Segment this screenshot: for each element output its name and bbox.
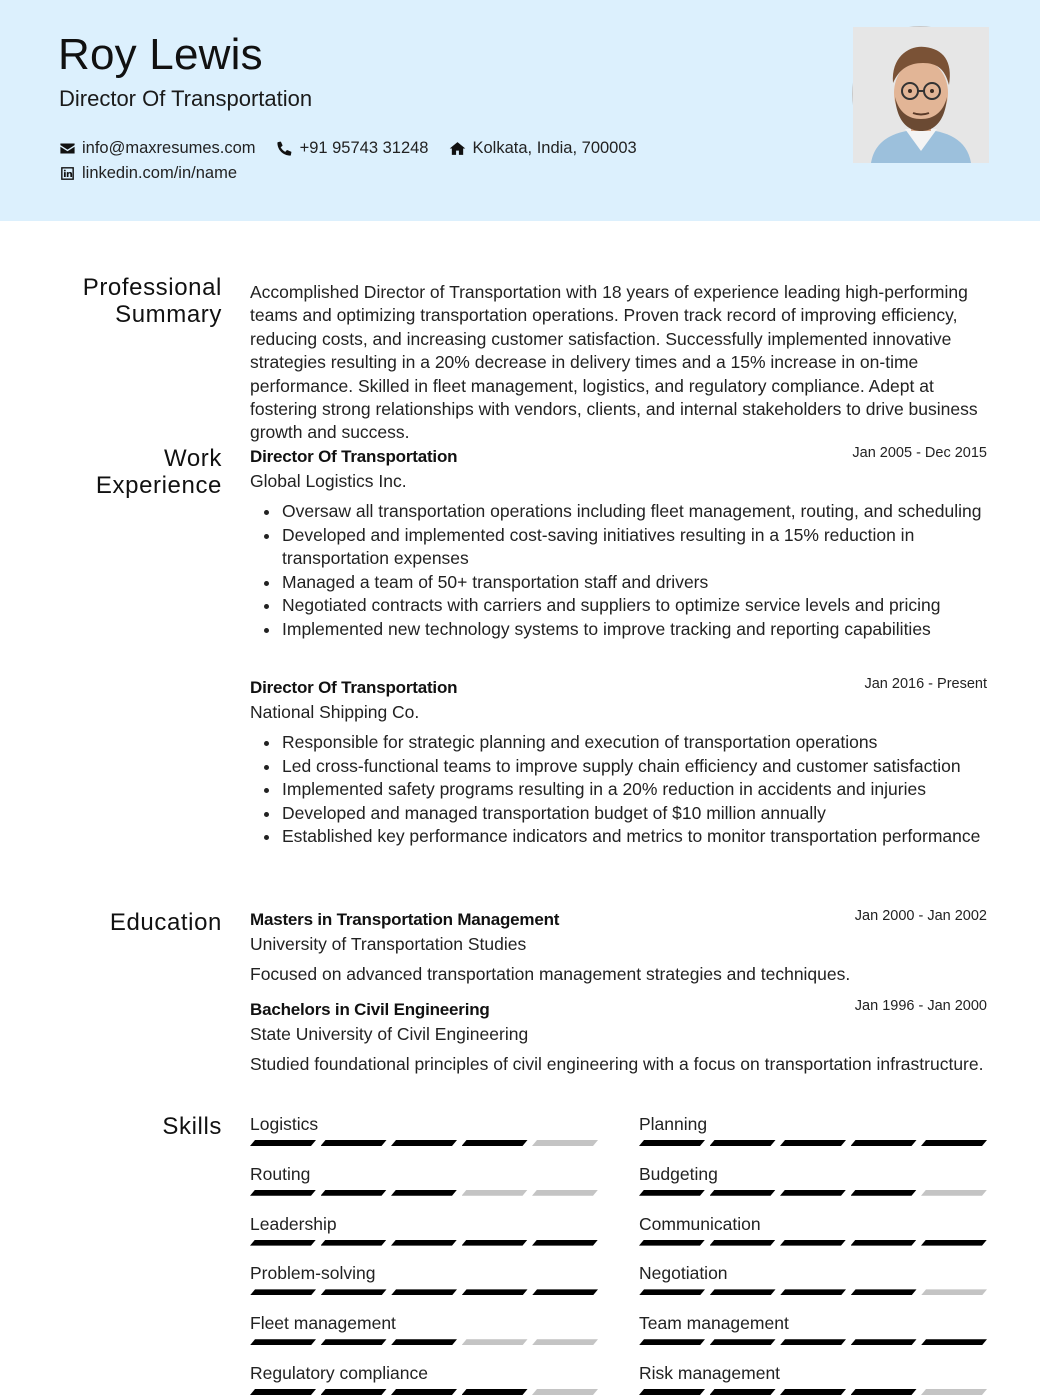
skill-level-bar (250, 1190, 598, 1196)
skill-item (639, 1262, 987, 1284)
skill-segment-filled (639, 1389, 705, 1395)
education-entry (250, 910, 987, 986)
contact-linkedin[interactable] (58, 164, 237, 183)
job-title: Director Of Transportation (250, 678, 458, 697)
skill-name: Risk management (639, 1363, 781, 1383)
education-dates: Jan 1996 - Jan 2000 (854, 998, 987, 1014)
degree-title: Masters in Transportation Management (250, 910, 560, 929)
skill-segment-empty (532, 1389, 598, 1395)
skill-segment-filled (780, 1289, 846, 1295)
list-item: Implemented safety programs resulting in a 20% reduction in accidents and injuries (250, 778, 987, 802)
skill-name: Negotiation (639, 1263, 728, 1284)
skill-item (639, 1362, 987, 1384)
experience-entry (250, 447, 987, 642)
skill-segment-filled (851, 1140, 917, 1146)
skill-segment-filled (921, 1140, 987, 1146)
skill-segment-filled (462, 1240, 528, 1246)
skill-segment-empty (532, 1140, 598, 1146)
school-name: State University of Civil Engineering (250, 1024, 529, 1044)
skill-level-bar (250, 1140, 598, 1146)
skill-segment-filled (780, 1190, 846, 1196)
section-title: Skills (162, 1113, 222, 1140)
skill-level-bar (639, 1389, 987, 1395)
skill-segment-filled (321, 1240, 387, 1246)
home-icon (449, 140, 467, 158)
job-dates: Jan 2005 - Dec 2015 (852, 445, 987, 461)
skill-item (250, 1213, 598, 1235)
skill-level-bar (250, 1289, 598, 1295)
contact-row (58, 164, 257, 183)
skill-item (639, 1312, 987, 1334)
skill-segment-filled (921, 1240, 987, 1246)
phone-text: +91 95743 31248 (299, 139, 429, 157)
skill-segment-filled (780, 1140, 846, 1146)
experience-entry (250, 678, 987, 849)
section-label-education (110, 909, 222, 936)
envelope-icon (58, 140, 76, 158)
skill-segment-filled (321, 1190, 387, 1196)
skill-segment-filled (851, 1389, 917, 1395)
skill-name: Communication (639, 1213, 761, 1234)
skill-level-bar (250, 1240, 598, 1246)
skill-level-bar (639, 1190, 987, 1196)
skill-segment-filled (639, 1140, 705, 1146)
candidate-title: Director Of Transportation (59, 86, 313, 111)
list-item: Developed and implemented cost-saving initiatives resulting in a 15% reduction in transportation expenses (250, 524, 987, 571)
skill-name: Routing (250, 1163, 311, 1184)
skill-segment-filled (639, 1289, 705, 1295)
entry-header (250, 678, 987, 701)
skill-level-bar (250, 1389, 598, 1395)
skill-name: Problem-solving (250, 1263, 376, 1284)
email-text: info@maxresumes.com (82, 139, 256, 157)
skill-segment-filled (710, 1289, 776, 1295)
skill-segment-filled (639, 1339, 705, 1345)
section-label-summary (0, 274, 222, 328)
skill-segment-empty (532, 1339, 598, 1345)
skill-segment-empty (921, 1289, 987, 1295)
skill-segment-filled (321, 1389, 387, 1395)
company-name: National Shipping Co. (250, 702, 420, 722)
skill-name: Budgeting (639, 1163, 718, 1184)
summary-block (250, 281, 987, 445)
skill-segment-filled (250, 1339, 316, 1345)
responsibility-list (250, 731, 987, 849)
degree-title: Bachelors in Civil Engineering (250, 1000, 490, 1019)
profile-photo (852, 26, 988, 162)
skill-segment-filled (391, 1140, 457, 1146)
skill-segment-empty (921, 1389, 987, 1395)
location-text: Kolkata, India, 700003 (472, 139, 637, 157)
contact-phone[interactable] (276, 139, 429, 158)
list-item: Led cross-functional teams to improve supply chain efficiency and customer satisfaction (250, 755, 987, 779)
skill-level-bar (250, 1339, 598, 1345)
skill-segment-filled (462, 1389, 528, 1395)
skill-item (250, 1362, 598, 1384)
skill-segment-filled (710, 1240, 776, 1246)
skill-item (639, 1113, 987, 1135)
skill-segment-filled (851, 1289, 917, 1295)
skill-segment-filled (391, 1289, 457, 1295)
skill-item (250, 1312, 598, 1334)
skill-segment-filled (391, 1389, 457, 1395)
skill-segment-filled (639, 1240, 705, 1246)
entry-header (250, 1000, 987, 1023)
section-label-skills (162, 1113, 222, 1140)
skill-level-bar (639, 1339, 987, 1345)
list-item: Managed a team of 50+ transportation staff and drivers (250, 571, 987, 595)
skill-item (250, 1262, 598, 1284)
skill-segment-empty (462, 1339, 528, 1345)
section-title: Work Experience (95, 445, 222, 499)
entry-header (250, 910, 987, 933)
list-item: Implemented new technology systems to improve tracking and reporting capabilities (250, 618, 987, 642)
skill-name: Fleet management (250, 1313, 396, 1334)
education-description: Focused on advanced transportation management strategies and techniques. (250, 964, 851, 984)
education-description: Studied foundational principles of civil engineering with a focus on transportation infrastructure. (250, 1054, 984, 1074)
skill-segment-filled (250, 1190, 316, 1196)
skill-level-bar (639, 1289, 987, 1295)
contact-row (58, 139, 657, 158)
skill-name: Logistics (250, 1114, 319, 1134)
skill-segment-filled (851, 1190, 917, 1196)
list-item: Oversaw all transportation operations including fleet management, routing, and scheduling (250, 500, 987, 524)
skill-segment-filled (710, 1389, 776, 1395)
skill-segment-filled (462, 1140, 528, 1146)
list-item: Responsible for strategic planning and execution of transportation operations (250, 731, 987, 755)
entry-header (250, 447, 987, 470)
linkedin-text: linkedin.com/in/name (82, 164, 237, 182)
skill-segment-empty (532, 1190, 598, 1196)
skill-name: Planning (639, 1114, 708, 1134)
skill-segment-filled (391, 1240, 457, 1246)
job-dates: Jan 2016 - Present (864, 676, 987, 692)
skill-segment-empty (921, 1190, 987, 1196)
skill-segment-filled (532, 1289, 598, 1295)
phone-icon (276, 140, 294, 158)
section-title: Professional Summary (82, 274, 222, 328)
skill-name: Team management (639, 1313, 789, 1334)
skill-segment-filled (710, 1140, 776, 1146)
skill-segment-filled (780, 1339, 846, 1345)
skill-item (250, 1163, 598, 1185)
resume-header (0, 0, 1040, 221)
skill-name: Regulatory compliance (250, 1363, 429, 1383)
skill-segment-filled (710, 1190, 776, 1196)
responsibility-list (250, 500, 987, 642)
skill-segment-filled (710, 1339, 776, 1345)
school-name: University of Transportation Studies (250, 934, 527, 954)
skill-segment-filled (250, 1140, 316, 1146)
skill-segment-filled (321, 1339, 387, 1345)
list-item: Developed and managed transportation budget of $10 million annually (250, 802, 987, 826)
skill-level-bar (639, 1240, 987, 1246)
education-dates: Jan 2000 - Jan 2002 (854, 908, 987, 924)
skill-segment-filled (321, 1140, 387, 1146)
job-title: Director Of Transportation (250, 447, 458, 466)
skill-item (639, 1163, 987, 1185)
candidate-name: Roy Lewis (58, 30, 263, 79)
skill-segment-filled (250, 1240, 316, 1246)
skill-segment-filled (250, 1289, 316, 1295)
skill-segment-filled (780, 1389, 846, 1395)
skill-segment-filled (639, 1190, 705, 1196)
skill-level-bar (639, 1140, 987, 1146)
skill-segment-filled (532, 1240, 598, 1246)
list-item: Established key performance indicators and metrics to monitor transportation performance (250, 825, 987, 849)
skill-segment-filled (391, 1339, 457, 1345)
contact-email[interactable] (58, 139, 256, 158)
skill-item (250, 1113, 598, 1135)
skill-name: Leadership (250, 1213, 337, 1234)
education-entry (250, 1000, 987, 1076)
skill-segment-filled (851, 1240, 917, 1246)
skill-segment-filled (391, 1190, 457, 1196)
linkedin-icon (58, 165, 76, 183)
company-name: Global Logistics Inc. (250, 471, 407, 491)
skill-segment-filled (462, 1289, 528, 1295)
skill-item (639, 1213, 987, 1235)
summary-text: Accomplished Director of Transportation with 18 years of experience leading high-performing teams and optimizing transportation operations. Proven track record of improving efficiency, reducing costs, and increasing customer satisfaction. Successfully implemented innovative strategies resulting in a 20% decrease in delivery times and a 15% increase in on-time performance. Skilled in fleet management, logistics, and regulatory compliance. Adept at fostering strong relationships with vendors, clients, and internal stakeholders to drive business growth and success. (250, 282, 978, 443)
skill-segment-filled (921, 1339, 987, 1345)
skill-segment-filled (780, 1240, 846, 1246)
skill-segment-empty (462, 1190, 528, 1196)
skill-segment-filled (851, 1339, 917, 1345)
section-label-experience (62, 445, 222, 499)
list-item: Negotiated contracts with carriers and suppliers to optimize service levels and pricing (250, 594, 987, 618)
section-title: Education (109, 909, 222, 936)
skill-segment-filled (250, 1389, 316, 1395)
contact-location (449, 139, 637, 158)
skill-segment-filled (321, 1289, 387, 1295)
